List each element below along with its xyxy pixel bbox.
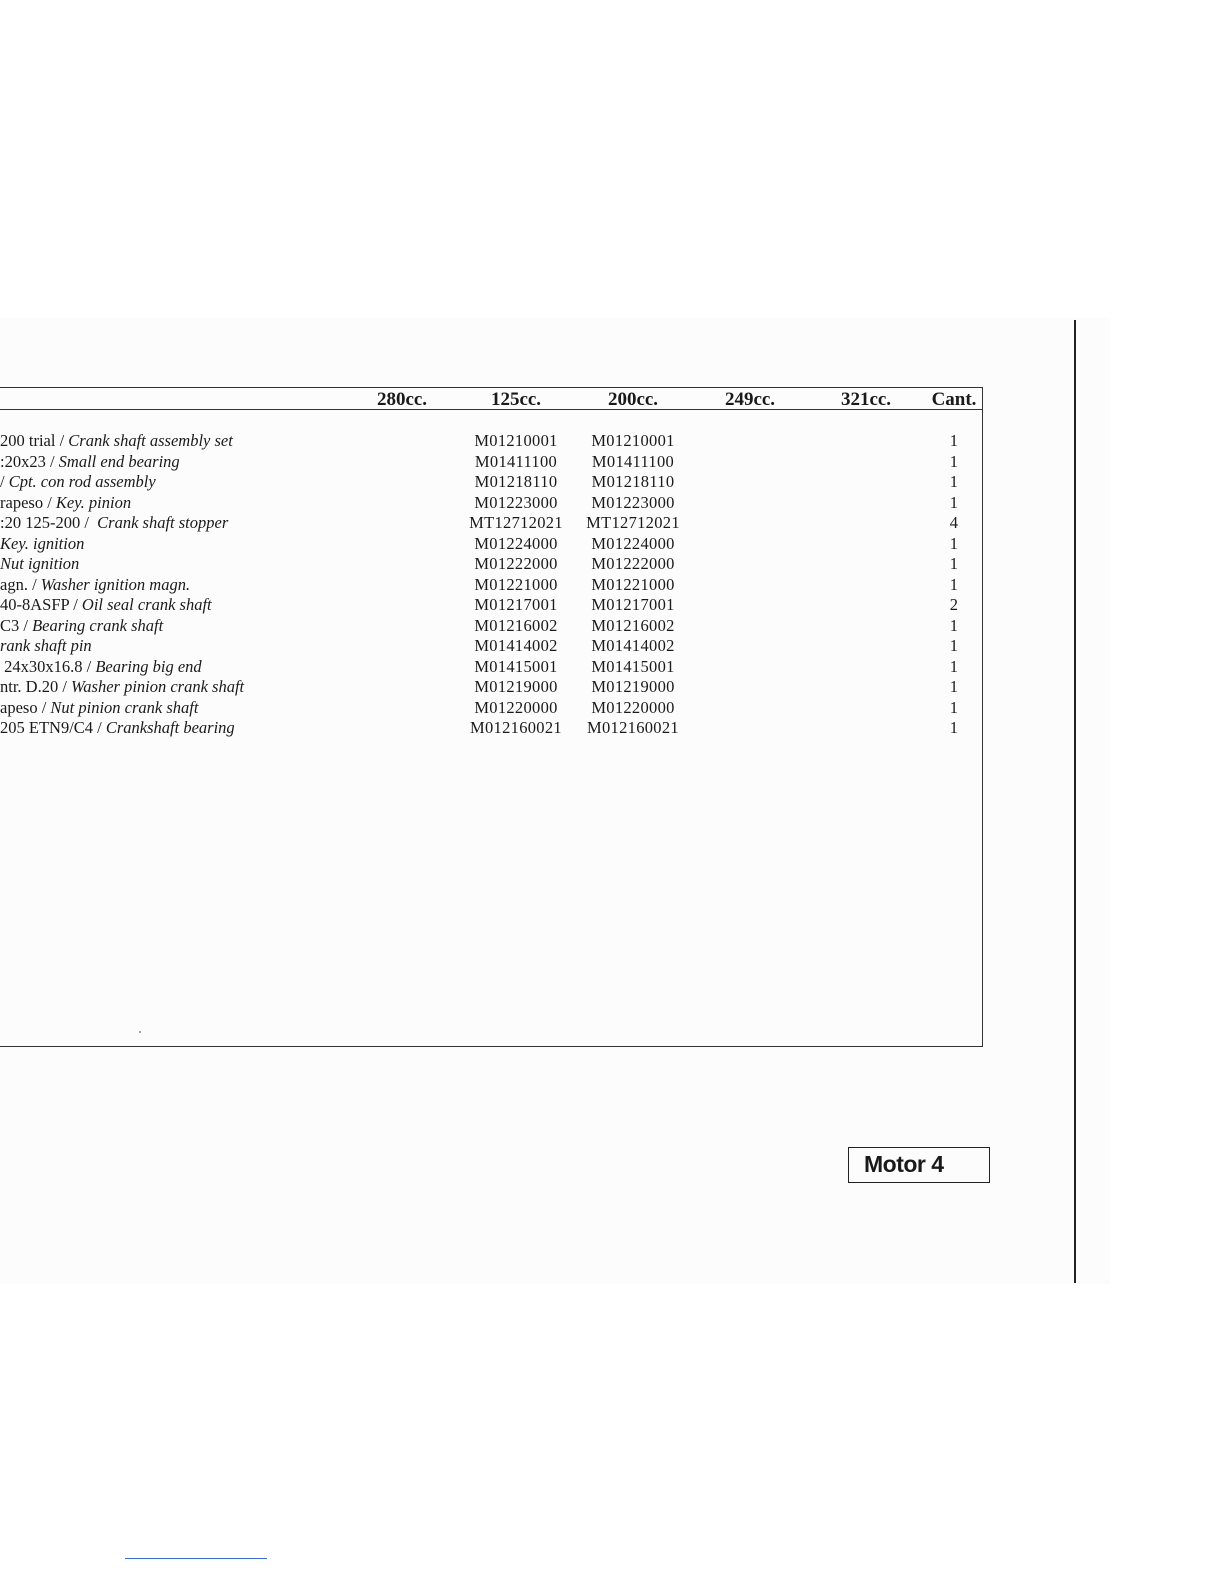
description-english: Key. ignition: [0, 533, 85, 553]
column-header-cc125: 125cc.: [490, 389, 542, 410]
description-english: Nut pinion crank shaft: [50, 697, 199, 717]
description-spanish: /: [0, 472, 9, 491]
table-row-description: [0, 575, 190, 595]
description-english: Crank shaft stopper: [97, 513, 229, 532]
quantity-cell: 1: [949, 718, 959, 737]
part-number-cc125: M01415001: [474, 656, 558, 676]
part-number-cc200: M01221000: [591, 574, 675, 594]
part-number-cc125: M01218110: [474, 472, 558, 491]
description-english: Crank shaft assembly set: [68, 431, 233, 450]
part-number-cc125: M012160021: [470, 718, 562, 737]
description-english: Bearing big end: [95, 656, 202, 676]
description-english: Crankshaft bearing: [105, 718, 235, 737]
quantity-cell: 1: [949, 533, 959, 553]
part-number-cc200: M01224000: [591, 533, 675, 553]
quantity-cell: 1: [949, 472, 959, 491]
part-number-cc125: M01216002: [474, 615, 558, 635]
table-row-description: [0, 534, 84, 554]
part-number-cc125: M01224000: [474, 533, 558, 553]
table-row-description: [0, 636, 92, 656]
table-row-description: [0, 513, 228, 533]
part-number-cc125: MT12712021: [469, 513, 563, 532]
quantity-cell: 1: [949, 554, 959, 573]
part-number-cc125: M01219000: [474, 677, 558, 696]
quantity-cell: 1: [949, 636, 959, 655]
part-number-cc125: M01411100: [474, 451, 558, 471]
quantity-cell: 1: [949, 492, 959, 512]
quantity-cell: 1: [949, 677, 959, 696]
column-header-qty: Cant.: [931, 389, 977, 410]
description-spanish: :20x23 /: [0, 451, 59, 471]
part-number-cc125: M01222000: [474, 554, 558, 573]
part-number-cc200: M01216002: [591, 615, 675, 635]
part-number-cc125: M01223000: [474, 492, 558, 512]
table-row-description: [0, 616, 163, 636]
part-number-cc200: M01210001: [591, 431, 675, 450]
description-english: Key. pinion: [55, 492, 132, 512]
column-header-cc280: 280cc.: [376, 389, 428, 410]
part-number-cc125: M01414002: [474, 636, 558, 655]
table-row-description: [0, 452, 180, 472]
table-row-description: [0, 554, 79, 574]
quantity-cell: 1: [949, 697, 959, 717]
description-spanish: 200 trial /: [0, 431, 69, 450]
table-row-description: [0, 657, 202, 677]
description-spanish: apeso /: [0, 697, 51, 717]
description-spanish: rapeso /: [0, 492, 56, 512]
table-row-description: [0, 472, 156, 492]
description-spanish: agn. /: [0, 574, 41, 594]
table-row-description: [0, 698, 198, 718]
column-header-cc200: 200cc.: [607, 389, 659, 410]
part-number-cc200: M01411100: [591, 451, 675, 471]
page-edge-rule: [1074, 320, 1076, 1283]
part-number-cc200: M01220000: [591, 697, 675, 717]
quantity-cell: 1: [949, 431, 959, 450]
part-number-cc125: M01220000: [474, 697, 558, 717]
part-number-cc125: M01217001: [474, 595, 558, 614]
description-spanish: 24x30x16.8 /: [0, 656, 96, 676]
scan-speck: [139, 1031, 141, 1033]
description-english: Washer ignition magn.: [40, 574, 191, 594]
description-spanish: 40-8ASFP /: [0, 595, 82, 614]
quantity-cell: 1: [949, 451, 959, 471]
description-english: Small end bearing: [58, 451, 180, 471]
description-english: Cpt. con rod assembly: [8, 472, 156, 491]
part-number-cc200: M01222000: [591, 554, 675, 573]
table-row-description: [0, 718, 235, 738]
part-number-cc200: MT12712021: [586, 513, 680, 532]
quantity-cell: 1: [949, 656, 959, 676]
part-number-cc200: M012160021: [587, 718, 679, 737]
table-row-description: [0, 595, 212, 615]
description-english: Bearing crank shaft: [32, 615, 164, 635]
description-english: Oil seal crank shaft: [81, 595, 212, 614]
description-english: Nut ignition: [0, 554, 80, 573]
description-english: rank shaft pin: [0, 636, 92, 655]
description-spanish: :20 125-200 /: [0, 513, 98, 532]
part-number-cc200: M01219000: [591, 677, 675, 696]
column-header-cc249: 249cc.: [724, 389, 776, 410]
section-badge: Motor 4: [848, 1147, 990, 1183]
part-number-cc125: M01210001: [474, 431, 558, 450]
description-spanish: 205 ETN9/C4 /: [0, 718, 106, 737]
part-number-cc125: M01221000: [474, 574, 558, 594]
table-row-description: [0, 677, 244, 697]
part-number-cc200: M01414002: [591, 636, 675, 655]
description-english: Washer pinion crank shaft: [71, 677, 245, 696]
quantity-cell: 1: [949, 574, 959, 594]
part-number-cc200: M01223000: [591, 492, 675, 512]
quantity-cell: 2: [949, 595, 959, 614]
description-spanish: ntr. D.20 /: [0, 677, 72, 696]
part-number-cc200: M01415001: [591, 656, 675, 676]
quantity-cell: 4: [949, 513, 959, 532]
column-header-cc321: 321cc.: [840, 389, 892, 410]
underline-mark: [125, 1558, 267, 1559]
description-spanish: C3 /: [0, 615, 33, 635]
part-number-cc200: M01217001: [591, 595, 675, 614]
part-number-cc200: M01218110: [591, 472, 675, 491]
table-row-description: [0, 431, 233, 451]
quantity-cell: 1: [949, 615, 959, 635]
table-row-description: [0, 493, 131, 513]
